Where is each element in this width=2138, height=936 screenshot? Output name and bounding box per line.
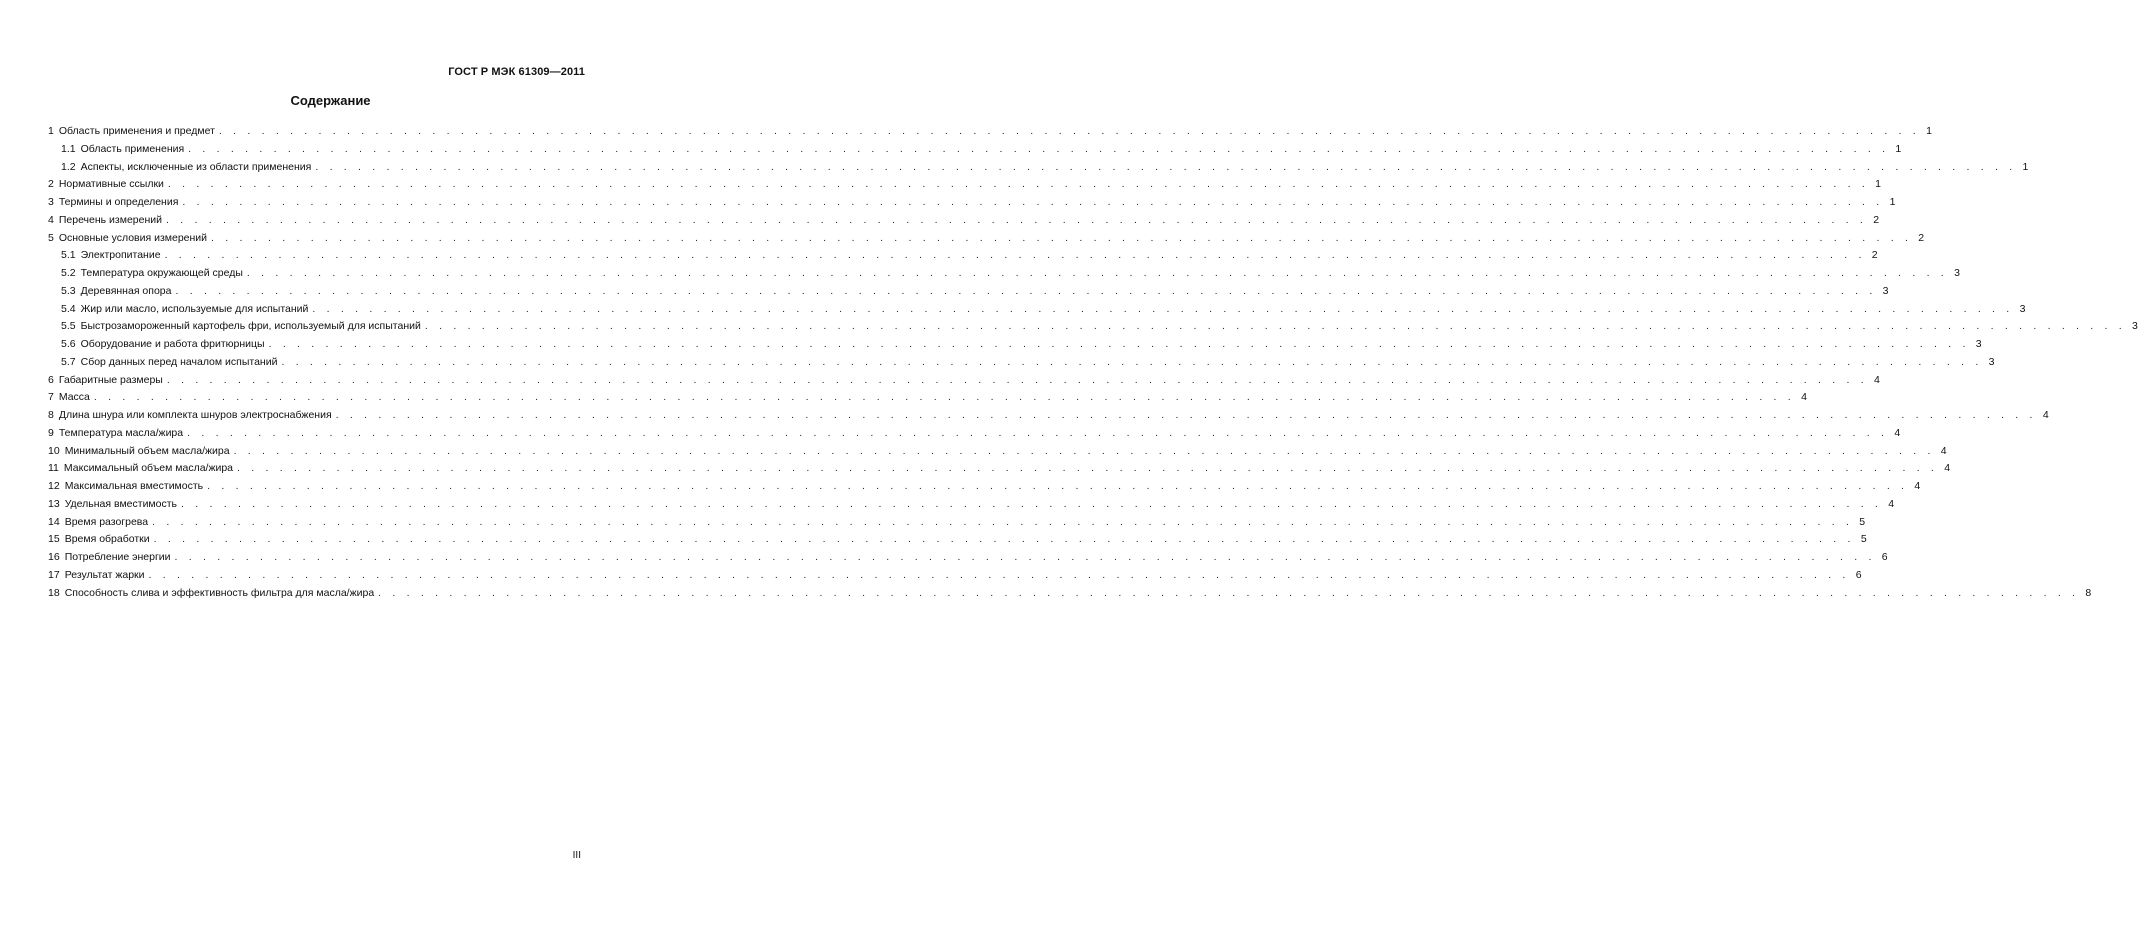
toc-entry-page: 3: [1882, 284, 1889, 297]
toc-leader-dots: . . . . . . . . . . . . . . . . . . . . . . . . . . . . . . . . . . . . . . . . . . . . . . . . . . . . . . . . . . . . . . . . . . . . . . . . . . . . . . . . . . . . . . . . . . . . . . . . . . . . . . . . . . . . . . . . . . . . . . . .: [187, 426, 1889, 439]
toc-entry[interactable]: [48, 194, 1896, 212]
toc-entry-number: 16: [48, 551, 60, 563]
document-code: ГОСТ Р МЭК 61309—2011: [448, 66, 585, 78]
toc-entry-number: 8: [48, 409, 54, 421]
toc-entry-label: Нормативные ссылки: [58, 178, 164, 191]
toc-leader-dots: . . . . . . . . . . . . . . . . . . . . . . . . . . . . . . . . . . . . . . . . . . . . . . . . . . . . . . . . . . . . . . . . . . . . . . . . . . . . . . . . . . . . . . . . . . . . . . . . . . . . . . . . . . . . . . . . . . . . . . . .: [268, 338, 1970, 350]
toc-entry-label: Время разогрева: [64, 515, 149, 528]
toc-leader-dots: . . . . . . . . . . . . . . . . . . . . . . . . . . . . . . . . . . . . . . . . . . . . . . . . . . . . . . . . . . . . . . . . . . . . . . . . . . . . . . . . . . . . . . . . . . . . . . . . . . . . . . . . . . . . . . . . . . . . . . . .: [164, 249, 1866, 262]
toc-entry-page: 4: [1888, 497, 1895, 510]
toc-entry-number: 15: [48, 533, 60, 546]
toc-entry-label: Длина шнура или комплекта шнуров электроснабжения: [58, 409, 332, 421]
toc-entry-page: 5: [1859, 515, 1866, 528]
toc-entry[interactable]: [48, 585, 2092, 603]
toc-leader-dots: . . . . . . . . . . . . . . . . . . . . . . . . . . . . . . . . . . . . . . . . . . . . . . . . . . . . . . . . . . . . . . . . . . . . . . . . . . . . . . . . . . . . . . . . . . . . . . . . . . . . . . . . . . . . . . . . . . . . . . . .: [424, 320, 2126, 333]
toc-entry-page: 3: [1988, 355, 1995, 368]
toc-entry-page: 4: [1944, 462, 1951, 475]
toc-leader-dots: . . . . . . . . . . . . . . . . . . . . . . . . . . . . . . . . . . . . . . . . . . . . . . . . . . . . . . . . . . . . . . . . . . . . . . . . . . . . . . . . . . . . . . . . . . . . . . . . . . . . . . . . . . . . . . . . . . . . . . . .: [93, 391, 1795, 404]
toc-entry[interactable]: [48, 425, 1901, 443]
toc-entry-number: 10: [48, 444, 60, 457]
toc-entry[interactable]: [48, 230, 1925, 248]
toc-entry-page: 3: [1975, 338, 1982, 350]
toc-entry-number: 5.7: [61, 355, 76, 368]
toc-entry-number: 11: [48, 462, 59, 475]
toc-entry-page: 1: [2022, 160, 2029, 173]
toc-leader-dots: . . . . . . . . . . . . . . . . . . . . . . . . . . . . . . . . . . . . . . . . . . . . . . . . . . . . . . . . . . . . . . . . . . . . . . . . . . . . . . . . . . . . . . . . . . . . . . . . . . . . . . . . . . . . . . . . . . . . . . . .: [175, 284, 1877, 297]
toc-entry-page: 4: [1940, 444, 1947, 457]
toc-entry-label: Температура масла/жира: [58, 426, 184, 439]
toc-entry-number: 5.3: [61, 284, 76, 297]
toc-entry-number: 5.2: [61, 267, 76, 279]
toc-entry[interactable]: [48, 567, 1862, 585]
toc-entry-label: Температура окружающей среды: [80, 267, 243, 279]
toc-leader-dots: . . . . . . . . . . . . . . . . . . . . . . . . . . . . . . . . . . . . . . . . . . . . . . . . . . . . . . . . . . . . . . . . . . . . . . . . . . . . . . . . . . . . . . . . . . . . . . . . . . . . . . . . . . . . . . . . . . . . . . . .: [315, 160, 2017, 173]
toc-entry-number: 5.4: [61, 302, 76, 315]
toc-entry-page: 4: [1801, 391, 1807, 404]
toc-entry-number: 1.2: [61, 160, 76, 173]
toc-entry-page: 4: [2042, 409, 2049, 421]
toc-entry[interactable]: [48, 318, 2138, 336]
toc-entry-label: Область применения: [80, 142, 185, 155]
toc-leader-dots: . . . . . . . . . . . . . . . . . . . . . . . . . . . . . . . . . . . . . . . . . . . . . . . . . . . . . . . . . . . . . . . . . . . . . . . . . . . . . . . . . . . . . . . . . . . . . . . . . . . . . . . . . . . . . . . . . . . . . . . .: [237, 462, 1939, 475]
toc-leader-dots: . . . . . . . . . . . . . . . . . . . . . . . . . . . . . . . . . . . . . . . . . . . . . . . . . . . . . . . . . . . . . . . . . . . . . . . . . . . . . . . . . . . . . . . . . . . . . . . . . . . . . . . . . . . . . . . . . . . . . . . .: [218, 125, 1920, 137]
toc-entry-label: Перечень измерений: [58, 213, 163, 226]
toc-leader-dots: . . . . . . . . . . . . . . . . . . . . . . . . . . . . . . . . . . . . . . . . . . . . . . . . . . . . . . . . . . . . . . . . . . . . . . . . . . . . . . . . . . . . . . . . . . . . . . . . . . . . . . . . . . . . . . . . . . . . . . . .: [166, 213, 1868, 226]
toc-entry-label: Аспекты, исключенные из области применения: [80, 160, 312, 173]
toc-leader-dots: . . . . . . . . . . . . . . . . . . . . . . . . . . . . . . . . . . . . . . . . . . . . . . . . . . . . . . . . . . . . . . . . . . . . . . . . . . . . . . . . . . . . . . . . . . . . . . . . . . . . . . . . . . . . . . . . . . . . . . . .: [207, 480, 1909, 492]
toc-entry-page: 6: [1855, 568, 1862, 581]
toc-entry-number: 6: [48, 373, 54, 386]
table-of-contents: [48, 123, 2138, 602]
toc-entry-number: 7: [48, 391, 54, 404]
toc-entry-page: 2: [1871, 249, 1878, 262]
toc-entry[interactable]: [48, 159, 2029, 177]
toc-entry[interactable]: [48, 141, 1902, 159]
toc-entry-number: 13: [48, 497, 60, 510]
toc-entry-page: 1: [1926, 125, 1932, 137]
toc-leader-dots: . . . . . . . . . . . . . . . . . . . . . . . . . . . . . . . . . . . . . . . . . . . . . . . . . . . . . . . . . . . . . . . . . . . . . . . . . . . . . . . . . . . . . . . . . . . . . . . . . . . . . . . . . . . . . . . . . . . . . . . .: [188, 142, 1890, 155]
toc-entry[interactable]: [48, 478, 1921, 496]
toc-entry-label: Удельная вместимость: [64, 497, 178, 510]
toc-entry[interactable]: [48, 336, 1982, 354]
toc-entry-number: 12: [48, 480, 60, 492]
toc-entry-label: Основные условия измерений: [58, 231, 208, 244]
toc-leader-dots: . . . . . . . . . . . . . . . . . . . . . . . . . . . . . . . . . . . . . . . . . . . . . . . . . . . . . . . . . . . . . . . . . . . . . . . . . . . . . . . . . . . . . . . . . . . . . . . . . . . . . . . . . . . . . . . . . . . . . . . .: [182, 196, 1884, 208]
toc-entry-number: 17: [48, 568, 60, 581]
toc-entry-label: Масса: [58, 391, 90, 404]
toc-entry-label: Деревянная опора: [80, 284, 172, 297]
toc-entry-page: 3: [1954, 267, 1960, 279]
toc-entry-label: Минимальный объем масла/жира: [64, 444, 230, 457]
toc-entry-page: 3: [2019, 302, 2026, 315]
toc-entry-label: Габаритные размеры: [58, 373, 163, 386]
toc-entry[interactable]: [48, 265, 1960, 283]
toc-entry-number: 1: [48, 125, 54, 137]
toc-leader-dots: . . . . . . . . . . . . . . . . . . . . . . . . . . . . . . . . . . . . . . . . . . . . . . . . . . . . . . . . . . . . . . . . . . . . . . . . . . . . . . . . . . . . . . . . . . . . . . . . . . . . . . . . . . . . . . . . . . . . . . . .: [174, 551, 1876, 563]
toc-entry-label: Оборудование и работа фритюрницы: [80, 338, 265, 350]
toc-entry[interactable]: [48, 212, 1880, 230]
toc-entry-label: Результат жарки: [64, 568, 145, 581]
toc-leader-dots: . . . . . . . . . . . . . . . . . . . . . . . . . . . . . . . . . . . . . . . . . . . . . . . . . . . . . . . . . . . . . . . . . . . . . . . . . . . . . . . . . . . . . . . . . . . . . . . . . . . . . . . . . . . . . . . . . . . . . . . .: [312, 302, 2014, 315]
toc-entry-label: Область применения и предмет: [58, 125, 215, 137]
toc-entry-label: Время обработки: [64, 533, 150, 546]
toc-leader-dots: . . . . . . . . . . . . . . . . . . . . . . . . . . . . . . . . . . . . . . . . . . . . . . . . . . . . . . . . . . . . . . . . . . . . . . . . . . . . . . . . . . . . . . . . . . . . . . . . . . . . . . . . . . . . . . . . . . . . . . . .: [281, 355, 1983, 368]
toc-entry-number: 4: [48, 213, 54, 226]
toc-leader-dots: . . . . . . . . . . . . . . . . . . . . . . . . . . . . . . . . . . . . . . . . . . . . . . . . . . . . . . . . . . . . . . . . . . . . . . . . . . . . . . . . . . . . . . . . . . . . . . . . . . . . . . . . . . . . . . . . . . . . . . . .: [166, 373, 1868, 386]
toc-entry-page: 2: [1873, 213, 1880, 226]
toc-entry[interactable]: [48, 443, 1947, 461]
toc-entry-label: Максимальный объем масла/жира: [63, 462, 234, 475]
toc-leader-dots: . . . . . . . . . . . . . . . . . . . . . . . . . . . . . . . . . . . . . . . . . . . . . . . . . . . . . . . . . . . . . . . . . . . . . . . . . . . . . . . . . . . . . . . . . . . . . . . . . . . . . . . . . . . . . . . . . . . . . . . .: [153, 533, 1855, 546]
toc-entry-page: 1: [1895, 142, 1902, 155]
toc-entry-label: Жир или масло, используемые для испытаний: [80, 302, 309, 315]
toc-entry-label: Потребление энергии: [64, 551, 171, 563]
toc-entry-page: 4: [1914, 480, 1921, 492]
toc-entry-page: 3: [2132, 320, 2138, 333]
toc-leader-dots: . . . . . . . . . . . . . . . . . . . . . . . . . . . . . . . . . . . . . . . . . . . . . . . . . . . . . . . . . . . . . . . . . . . . . . . . . . . . . . . . . . . . . . . . . . . . . . . . . . . . . . . . . . . . . . . . . . . . . . . .: [335, 409, 2037, 421]
toc-entry[interactable]: [48, 460, 1951, 478]
toc-entry-number: 5.6: [61, 338, 76, 350]
toc-entry[interactable]: [48, 301, 2026, 319]
toc-entry-page: 1: [1889, 196, 1896, 208]
toc-entry-page: 8: [2085, 586, 2092, 599]
toc-entry[interactable]: [48, 247, 1878, 265]
toc-entry-page: 1: [1875, 178, 1881, 191]
toc-leader-dots: . . . . . . . . . . . . . . . . . . . . . . . . . . . . . . . . . . . . . . . . . . . . . . . . . . . . . . . . . . . . . . . . . . . . . . . . . . . . . . . . . . . . . . . . . . . . . . . . . . . . . . . . . . . . . . . . . . . . . . . .: [246, 267, 1948, 279]
toc-title: Содержание: [290, 93, 371, 108]
toc-leader-dots: . . . . . . . . . . . . . . . . . . . . . . . . . . . . . . . . . . . . . . . . . . . . . . . . . . . . . . . . . . . . . . . . . . . . . . . . . . . . . . . . . . . . . . . . . . . . . . . . . . . . . . . . . . . . . . . . . . . . . . . .: [148, 568, 1850, 581]
toc-leader-dots: . . . . . . . . . . . . . . . . . . . . . . . . . . . . . . . . . . . . . . . . . . . . . . . . . . . . . . . . . . . . . . . . . . . . . . . . . . . . . . . . . . . . . . . . . . . . . . . . . . . . . . . . . . . . . . . . . . . . . . . .: [211, 231, 1913, 244]
page-number: III: [572, 850, 581, 861]
toc-entry[interactable]: [48, 549, 1888, 567]
toc-entry-page: 2: [1918, 231, 1925, 244]
toc-leader-dots: . . . . . . . . . . . . . . . . . . . . . . . . . . . . . . . . . . . . . . . . . . . . . . . . . . . . . . . . . . . . . . . . . . . . . . . . . . . . . . . . . . . . . . . . . . . . . . . . . . . . . . . . . . . . . . . . . . . . . . . .: [152, 515, 1854, 528]
toc-entry-number: 5.1: [61, 249, 76, 262]
toc-leader-dots: . . . . . . . . . . . . . . . . . . . . . . . . . . . . . . . . . . . . . . . . . . . . . . . . . . . . . . . . . . . . . . . . . . . . . . . . . . . . . . . . . . . . . . . . . . . . . . . . . . . . . . . . . . . . . . . . . . . . . . . .: [181, 497, 1883, 510]
toc-entry-number: 14: [48, 515, 60, 528]
toc-entry[interactable]: [48, 283, 1889, 301]
toc-entry-label: Электропитание: [80, 249, 161, 262]
toc-entry-label: Сбор данных перед началом испытаний: [80, 355, 278, 368]
toc-entry[interactable]: [48, 372, 1880, 390]
toc-entry-number: 3: [48, 196, 54, 208]
toc-entry[interactable]: [48, 389, 1807, 407]
toc-entry-page: 4: [1874, 373, 1880, 386]
toc-entry[interactable]: [48, 496, 1895, 514]
toc-entry-number: 2: [48, 178, 54, 191]
toc-entry[interactable]: [48, 407, 2049, 425]
toc-entry-number: 9: [48, 426, 54, 439]
toc-leader-dots: . . . . . . . . . . . . . . . . . . . . . . . . . . . . . . . . . . . . . . . . . . . . . . . . . . . . . . . . . . . . . . . . . . . . . . . . . . . . . . . . . . . . . . . . . . . . . . . . . . . . . . . . . . . . . . . . . . . . . . . .: [167, 178, 1869, 191]
toc-entry-number: 5.5: [61, 320, 76, 333]
toc-entry-number: 18: [48, 586, 60, 599]
toc-entry[interactable]: [48, 354, 1995, 372]
toc-entry-page: 6: [1881, 551, 1888, 563]
toc-leader-dots: . . . . . . . . . . . . . . . . . . . . . . . . . . . . . . . . . . . . . . . . . . . . . . . . . . . . . . . . . . . . . . . . . . . . . . . . . . . . . . . . . . . . . . . . . . . . . . . . . . . . . . . . . . . . . . . . . . . . . . . .: [233, 444, 1935, 457]
toc-entry-number: 5: [48, 231, 54, 244]
toc-entry[interactable]: [48, 514, 1866, 532]
toc-entry[interactable]: [48, 531, 1867, 549]
toc-entry[interactable]: [48, 176, 1881, 194]
toc-entry-label: Максимальная вместимость: [64, 480, 204, 492]
toc-entry[interactable]: [48, 123, 1932, 141]
toc-leader-dots: . . . . . . . . . . . . . . . . . . . . . . . . . . . . . . . . . . . . . . . . . . . . . . . . . . . . . . . . . . . . . . . . . . . . . . . . . . . . . . . . . . . . . . . . . . . . . . . . . . . . . . . . . . . . . . . . . . . . . . . .: [378, 586, 2080, 599]
toc-entry-label: Термины и определения: [58, 196, 179, 208]
toc-entry-page: 5: [1860, 533, 1867, 546]
toc-entry-label: Способность слива и эффективность фильтра для масла/жира: [64, 586, 375, 599]
toc-entry-label: Быстрозамороженный картофель фри, используемый для испытаний: [80, 320, 421, 333]
toc-entry-page: 4: [1894, 426, 1901, 439]
toc-entry-number: 1.1: [61, 142, 76, 155]
